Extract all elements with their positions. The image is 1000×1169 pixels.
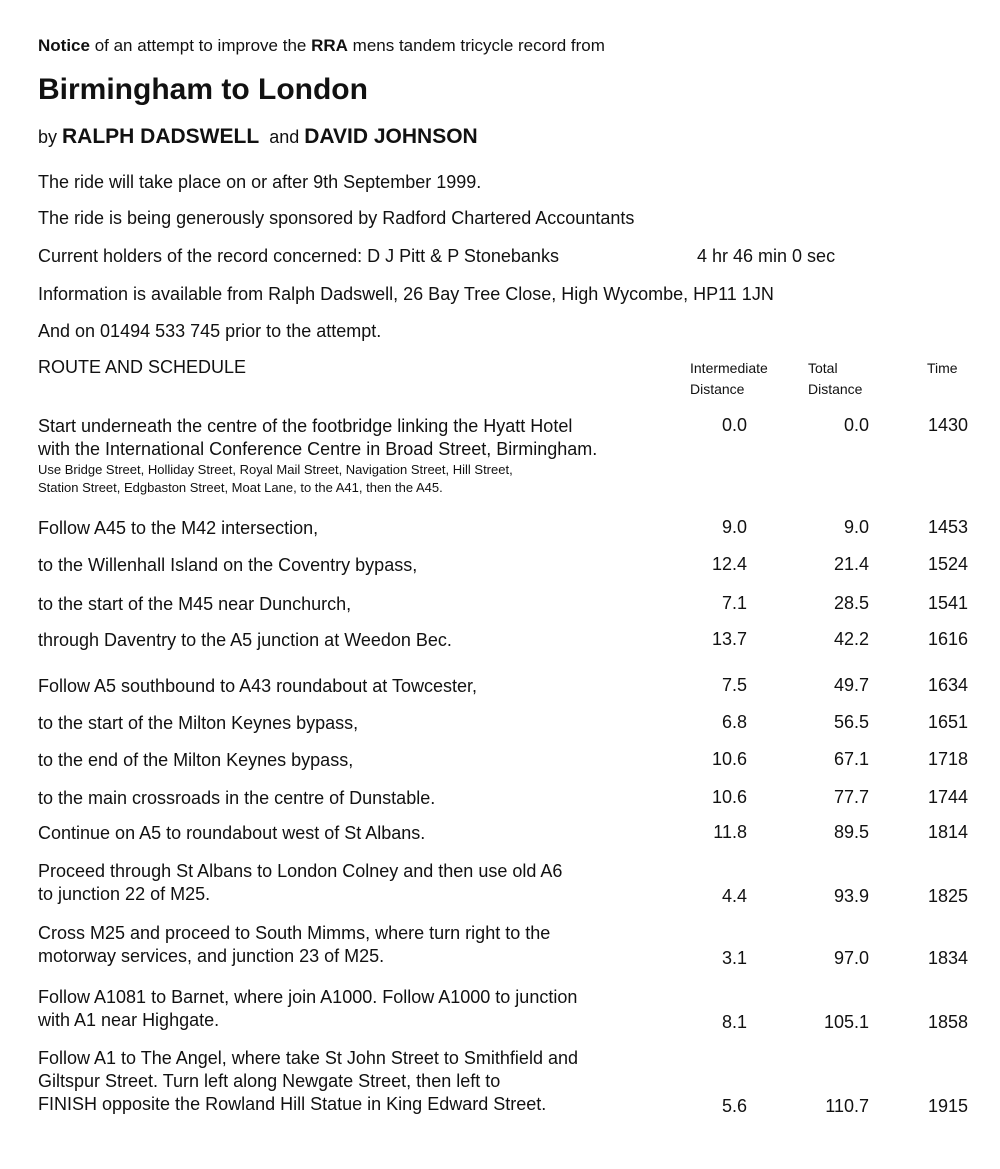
intermediate-distance: 6.8: [721, 712, 747, 732]
intermediate-distance: 7.5: [721, 675, 747, 695]
intermediate-distance: 9.0: [721, 517, 747, 537]
page-title: Birmingham to London: [38, 73, 368, 106]
route-line: through Daventry to the A5 junction at Weedon Bec.: [38, 630, 452, 650]
notice-line: [38, 36, 605, 56]
col-total-header: [808, 358, 862, 400]
holders-line: Current holders of the record concerned: D J Pitt & P Stonebanks: [38, 246, 559, 266]
time-cell: 1453: [927, 517, 968, 537]
byline-and: and: [269, 127, 300, 147]
time-cell: 1541: [927, 593, 968, 613]
route-line: Follow A1 to The Angel, where take St John Street to Smithfield and: [38, 1048, 578, 1068]
total-distance: 28.5: [833, 593, 869, 613]
time-cell: 1651: [927, 712, 968, 732]
intermediate-distance: 10.6: [711, 787, 747, 807]
intermediate-distance: 3.1: [721, 948, 747, 968]
route-line: to the main crossroads in the centre of Dunstable.: [38, 788, 436, 808]
route-description: [38, 517, 318, 540]
col-total-line2: Distance: [808, 381, 863, 397]
time-cell: 1430: [927, 415, 968, 435]
total-distance: 42.2: [833, 629, 869, 649]
time-cell: 1524: [927, 554, 968, 574]
route-description: [38, 922, 550, 968]
route-description: [38, 415, 597, 497]
intermediate-distance: 11.8: [713, 822, 747, 842]
total-distance: 67.1: [833, 749, 869, 769]
route-note: Station Street, Edgbaston Street, Moat Lane, to the A41, then the A45.: [38, 480, 443, 495]
route-description: [38, 749, 353, 772]
route-line: with A1 near Highgate.: [38, 1010, 220, 1030]
intermediate-distance: 8.1: [721, 1012, 747, 1032]
time-cell: 1834: [927, 948, 968, 968]
route-line: Follow A1081 to Barnet, where join A1000. Follow A1000 to junction: [38, 987, 578, 1007]
route-description: [38, 787, 435, 810]
col-time-header: Time: [927, 360, 958, 376]
total-distance: 110.7: [825, 1096, 869, 1116]
total-distance: 9.0: [843, 517, 869, 537]
time-cell: 1915: [927, 1096, 968, 1116]
route-line: Giltspur Street. Turn left along Newgate Street, then left to: [38, 1071, 501, 1091]
rra-label: RRA: [311, 36, 348, 55]
time-cell: 1616: [927, 629, 968, 649]
route-line: with the International Conference Centre in Broad Street, Birmingham.: [38, 439, 598, 459]
route-line: motorway services, and junction 23 of M25.: [38, 946, 385, 966]
route-line: to junction 22 of M25.: [38, 884, 211, 904]
route-line: to the start of the Milton Keynes bypass,: [38, 713, 359, 733]
notice-prefix: Notice: [38, 36, 90, 55]
time-cell: 1718: [927, 749, 968, 769]
notice-suffix: mens tandem tricycle record from: [347, 36, 605, 55]
total-distance: 56.5: [833, 712, 869, 732]
time-cell: 1858: [927, 1012, 968, 1032]
route-line: to the Willenhall Island on the Coventry bypass,: [38, 555, 418, 575]
route-line: Follow A45 to the M42 intersection,: [38, 518, 319, 538]
rider-2: DAVID JOHNSON: [304, 125, 478, 148]
byline-by: by: [38, 127, 63, 147]
total-distance: 89.5: [833, 822, 869, 842]
route-description: [38, 860, 562, 906]
record-time: 4 hr 46 min 0 sec: [697, 246, 836, 266]
col-intermediate-header: [690, 358, 768, 400]
intermediate-distance: 13.7: [711, 629, 747, 649]
route-line: Cross M25 and proceed to South Mimms, where turn right to the: [38, 923, 551, 943]
sponsor-line: The ride is being generously sponsored by Radford Chartered Accountants: [38, 208, 635, 228]
total-distance: 21.4: [833, 554, 869, 574]
time-cell: 1825: [927, 886, 968, 906]
total-distance: 77.7: [833, 787, 869, 807]
total-distance: 0.0: [843, 415, 869, 435]
route-line: Follow A5 southbound to A43 roundabout at Towcester,: [38, 676, 477, 696]
total-distance: 93.9: [833, 886, 869, 906]
byline: [38, 125, 478, 149]
route-description: [38, 712, 358, 735]
route-description: [38, 554, 417, 577]
intermediate-distance: 4.4: [721, 886, 747, 906]
total-distance: 105.1: [823, 1012, 869, 1032]
notice-mid: of an attempt to improve the: [89, 36, 312, 55]
intermediate-distance: 0.0: [721, 415, 747, 435]
intermediate-distance: 7.1: [721, 593, 747, 613]
time-cell: 1814: [927, 822, 968, 842]
col-total-line1: Total: [808, 360, 838, 376]
total-distance: 97.0: [833, 948, 869, 968]
total-distance: 49.7: [833, 675, 869, 695]
time-cell: 1634: [927, 675, 968, 695]
route-description: [38, 1047, 578, 1116]
time-cell: 1744: [927, 787, 968, 807]
date-line: The ride will take place on or after 9th September 1999.: [38, 172, 482, 192]
intermediate-distance: 5.6: [721, 1096, 747, 1116]
route-description: [38, 822, 425, 845]
intermediate-distance: 10.6: [711, 749, 747, 769]
intermediate-distance: 12.4: [711, 554, 747, 574]
phone-line: And on 01494 533 745 prior to the attempt.: [38, 321, 382, 341]
col-intermediate-line2: Distance: [690, 381, 745, 397]
route-description: [38, 675, 477, 698]
route-line: to the end of the Milton Keynes bypass,: [38, 750, 354, 770]
route-note: Use Bridge Street, Holliday Street, Royal Mail Street, Navigation Street, Hill Street,: [38, 462, 513, 477]
route-line: Proceed through St Albans to London Colney and then use old A6: [38, 861, 563, 881]
schedule-heading: ROUTE AND SCHEDULE: [38, 357, 247, 377]
route-line: FINISH opposite the Rowland Hill Statue in King Edward Street.: [38, 1094, 547, 1114]
route-description: [38, 593, 351, 616]
col-intermediate-line1: Intermediate: [690, 360, 768, 376]
route-line: to the start of the M45 near Dunchurch,: [38, 594, 352, 614]
contact-line: Information is available from Ralph Dadswell, 26 Bay Tree Close, High Wycombe, HP11 1JN: [38, 284, 774, 304]
rider-1: RALPH DADSWELL: [62, 125, 260, 148]
route-description: [38, 986, 577, 1032]
route-description: [38, 629, 452, 652]
route-line: Continue on A5 to roundabout west of St Albans.: [38, 823, 426, 843]
route-line: Start underneath the centre of the footbridge linking the Hyatt Hotel: [38, 416, 573, 436]
